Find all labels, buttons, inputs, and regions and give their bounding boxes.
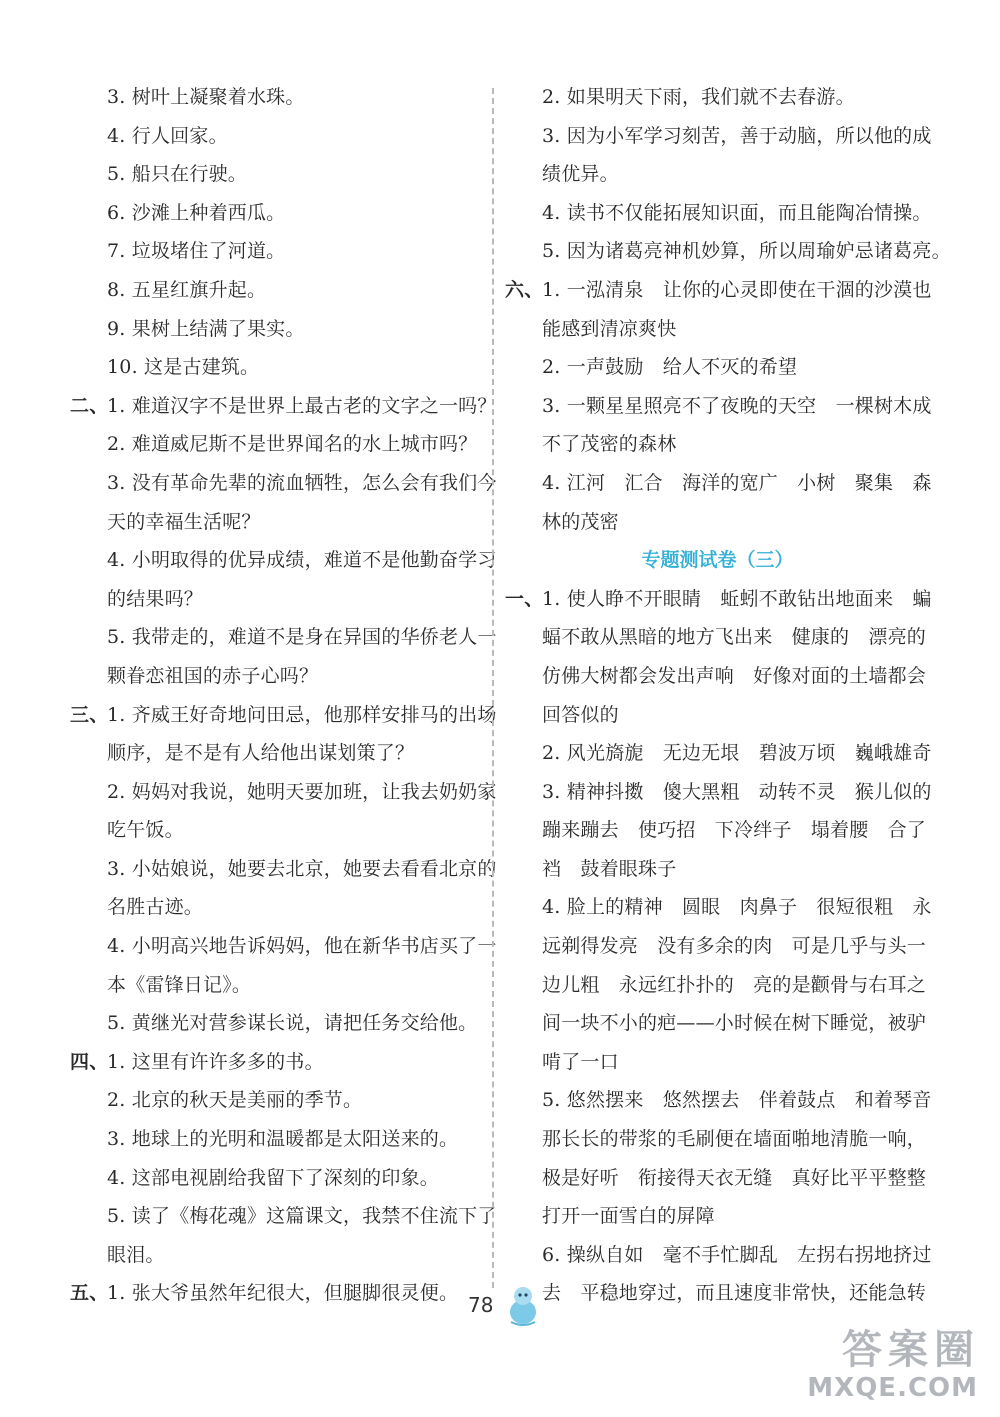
answer-text: 7. 垃圾堵住了河道。 (107, 240, 286, 263)
answer-text: 天的幸福生活呢？ (107, 510, 261, 533)
answer-line (505, 1274, 930, 1313)
answer-text: 2. 一声鼓励 给人不灭的希望 (542, 356, 798, 379)
answer-line (70, 1274, 490, 1313)
answer-text: 1. 齐威王好奇地问田忌，他那样安排马的出场 (107, 703, 497, 726)
answer-text: 打开一面雪白的屏障 (542, 1205, 715, 1228)
answer-line (70, 657, 490, 696)
site-watermark (792, 1327, 992, 1409)
answer-line (505, 927, 930, 966)
answers-continued (505, 78, 951, 541)
answer-line (70, 1004, 490, 1043)
answer-text: 顺序，是不是有人给他出谋划策了？ (107, 742, 415, 765)
answer-text: 边儿粗 永远红扑扑的 亮的是颧骨与右耳之 (542, 973, 927, 996)
answer-text: 3. 小姑娘说，她要去北京，她要去看看北京的 (107, 857, 497, 880)
section-number: 一、 (505, 587, 544, 610)
answer-line (70, 117, 490, 156)
answer-line (505, 1081, 930, 1120)
answer-text: 9. 果树上结满了果实。 (107, 317, 305, 340)
answer-line (505, 966, 930, 1005)
answer-text: 2. 风光旖旎 无边无垠 碧波万顷 巍峨雄奇 (542, 742, 932, 765)
answer-line (505, 1197, 930, 1236)
answer-line (505, 657, 930, 696)
section-number: 四、 (70, 1050, 109, 1073)
answer-line (70, 1043, 490, 1082)
answer-text: 极是好听 衔接得天衣无缝 真好比平平整整 (542, 1166, 927, 1189)
column-divider (492, 88, 494, 1288)
page-number: 78 (468, 1293, 494, 1317)
answer-text: 回答似的 (542, 703, 619, 726)
answer-line (505, 1043, 930, 1082)
section-title: 专题测试卷（三） (641, 549, 794, 572)
answer-text: 蹦来蹦去 使巧招 下冷绊子 塌着腰 合了 (542, 819, 927, 842)
answer-line (70, 464, 497, 503)
answer-line (505, 232, 951, 271)
answer-line (70, 696, 497, 735)
answer-line (505, 464, 930, 503)
answer-line (70, 271, 490, 310)
answer-line (505, 734, 930, 773)
answer-line (505, 850, 930, 889)
answer-line (70, 1120, 490, 1159)
answer-line (70, 78, 490, 117)
answer-line (70, 1197, 497, 1236)
answer-text: 4. 读书不仅能拓展知识面，而且能陶冶情操。 (542, 201, 932, 224)
answer-line (505, 1159, 930, 1198)
answer-text: 4. 脸上的精神 圆眼 肉鼻子 很短很粗 永 (542, 896, 932, 919)
answer-text: 1. 使人睁不开眼睛 蚯蚓不敢钻出地面来 蝙 (542, 587, 932, 610)
answer-line (505, 310, 930, 349)
answer-line (505, 1120, 930, 1159)
answer-line (505, 696, 930, 735)
answer-line (505, 773, 930, 812)
answer-text: 4. 小明取得的优异成绩，难道不是他勤奋学习 (107, 549, 497, 572)
answer-line (70, 425, 490, 464)
answer-text: 5. 因为诸葛亮神机妙算，所以周瑜妒忌诸葛亮。 (542, 240, 951, 263)
answer-line (70, 811, 490, 850)
answer-text: 3. 一颗星星照亮不了夜晚的天空 一棵树木成 (542, 394, 932, 417)
answer-line (505, 271, 930, 310)
answer-text: 4. 这部电视剧给我留下了深刻的印象。 (107, 1166, 439, 1189)
answer-line (70, 1159, 490, 1198)
answer-line (505, 618, 930, 657)
answer-line (70, 1081, 490, 1120)
answer-text: 2. 妈妈对我说，她明天要加班，让我去奶奶家 (107, 780, 497, 803)
answer-text: 名胜古迹。 (107, 896, 204, 919)
answer-line (70, 618, 497, 657)
answer-text: 1. 难道汉字不是世界上最古老的文字之一吗？ (107, 394, 497, 417)
answer-line (505, 1236, 930, 1275)
answer-text: 间一块不小的疤——小时候在树下睡觉，被驴 (542, 1012, 927, 1035)
answer-line (505, 155, 930, 194)
test-three-answers (505, 580, 930, 1313)
watermark-logo-text: 答案圈 (842, 1327, 980, 1373)
answer-text: 5. 黄继光对营参谋长说，请把任务交给他。 (107, 1012, 478, 1035)
answer-line (505, 194, 930, 233)
answer-line (70, 734, 490, 773)
answer-text: 5. 读了《梅花魂》这篇课文，我禁不住流下了 (107, 1205, 497, 1228)
answer-text: 3. 地球上的光明和温暖都是太阳送来的。 (107, 1128, 459, 1151)
answer-text: 远剃得发亮 没有多余的肉 可是几乎与头一 (542, 935, 927, 958)
answer-text: 林的茂密 (542, 510, 619, 533)
answer-text: 4. 小明高兴地告诉妈妈，他在新华书店买了一 (107, 935, 497, 958)
answer-line (70, 387, 497, 426)
section-number: 五、 (70, 1282, 109, 1305)
answer-text: 1. 张大爷虽然年纪很大，但腿脚很灵便。 (107, 1282, 459, 1305)
answer-text: 4. 江河 汇合 海洋的宽广 小树 聚集 森 (542, 471, 932, 494)
section-number: 六、 (505, 278, 544, 301)
mascot-icon (503, 1282, 543, 1328)
answer-text: 不了茂密的森林 (542, 433, 677, 456)
answer-line (70, 194, 490, 233)
answer-line (505, 1004, 930, 1043)
answer-text: 3. 没有革命先辈的流血牺牲，怎么会有我们今 (107, 471, 497, 494)
answer-line (70, 888, 490, 927)
answer-text: 能感到清凉爽快 (542, 317, 677, 340)
answer-line (70, 348, 490, 387)
watermark-url: MXQE.COM (807, 1373, 978, 1403)
answer-line (505, 503, 930, 542)
answer-line (505, 117, 930, 156)
answer-line (70, 541, 497, 580)
answer-text: 1. 一泓清泉 让你的心灵即使在干涸的沙漠也 (542, 278, 932, 301)
answer-line (70, 966, 490, 1005)
answer-text: 那长长的带浆的毛刷便在墙面啪地清脆一响， (542, 1128, 927, 1151)
answer-text: 去 平稳地穿过，而且速度非常快，还能急转 (542, 1282, 927, 1305)
answer-text: 仿佛大树都会发出声响 好像对面的土墙都会 (542, 664, 927, 687)
right-column (505, 78, 951, 1313)
answer-text: 颗眷恋祖国的赤子心吗？ (107, 664, 319, 687)
answer-line (70, 155, 490, 194)
answer-text: 2. 难道威尼斯不是世界闻名的水上城市吗？ (107, 433, 478, 456)
answer-text: 蝠不敢从黑暗的地方飞出来 健康的 漂亮的 (542, 626, 927, 649)
section-number: 三、 (70, 703, 109, 726)
section-number: 二、 (70, 394, 109, 417)
answer-text: 裆 鼓着眼珠子 (542, 857, 677, 880)
answer-line (70, 773, 497, 812)
answer-line (505, 78, 930, 117)
answer-line (505, 811, 930, 850)
left-column (70, 78, 497, 1313)
answer-line (70, 850, 497, 889)
answer-line (70, 580, 490, 619)
answer-text: 2. 如果明天下雨，我们就不去春游。 (542, 86, 855, 108)
answer-text: 3. 树叶上凝聚着水珠。 (107, 86, 305, 108)
answer-text: 本《雷锋日记》。 (107, 973, 252, 996)
answer-line (70, 503, 490, 542)
answer-text: 眼泪。 (107, 1243, 165, 1266)
answer-text: 啃了一口 (542, 1050, 619, 1073)
answer-text: 5. 悠然摆来 悠然摆去 伴着鼓点 和着琴音 (542, 1089, 932, 1112)
answer-text: 的结果吗？ (107, 587, 204, 610)
answer-line (70, 232, 490, 271)
answer-line (505, 425, 930, 464)
answer-text: 10. 这是古建筑。 (107, 356, 260, 379)
answer-text: 5. 船只在行驶。 (107, 163, 247, 186)
answer-line (505, 888, 930, 927)
answer-line (505, 580, 930, 619)
answer-text: 吃午饭。 (107, 819, 184, 842)
answer-text: 2. 北京的秋天是美丽的季节。 (107, 1089, 363, 1112)
answer-text: 5. 我带走的，难道不是身在异国的华侨老人一 (107, 626, 497, 649)
answer-text: 1. 这里有许许多多的书。 (107, 1050, 324, 1073)
answer-text: 6. 操纵自如 毫不手忙脚乱 左拐右拐地挤过 (542, 1243, 932, 1266)
answer-text: 6. 沙滩上种着西瓜。 (107, 201, 286, 224)
answer-line (70, 1236, 490, 1275)
answer-text: 3. 因为小军学习刻苦，善于动脑，所以他的成 (542, 124, 932, 147)
answer-line (505, 348, 930, 387)
answer-line (70, 310, 490, 349)
answer-line (505, 387, 930, 426)
answer-line (70, 927, 497, 966)
answer-text: 绩优异。 (542, 163, 619, 186)
answer-text: 4. 行人回家。 (107, 124, 228, 147)
answer-text: 3. 精神抖擞 傻大黑粗 动转不灵 猴儿似的 (542, 780, 932, 803)
answer-text: 8. 五星红旗升起。 (107, 278, 267, 301)
